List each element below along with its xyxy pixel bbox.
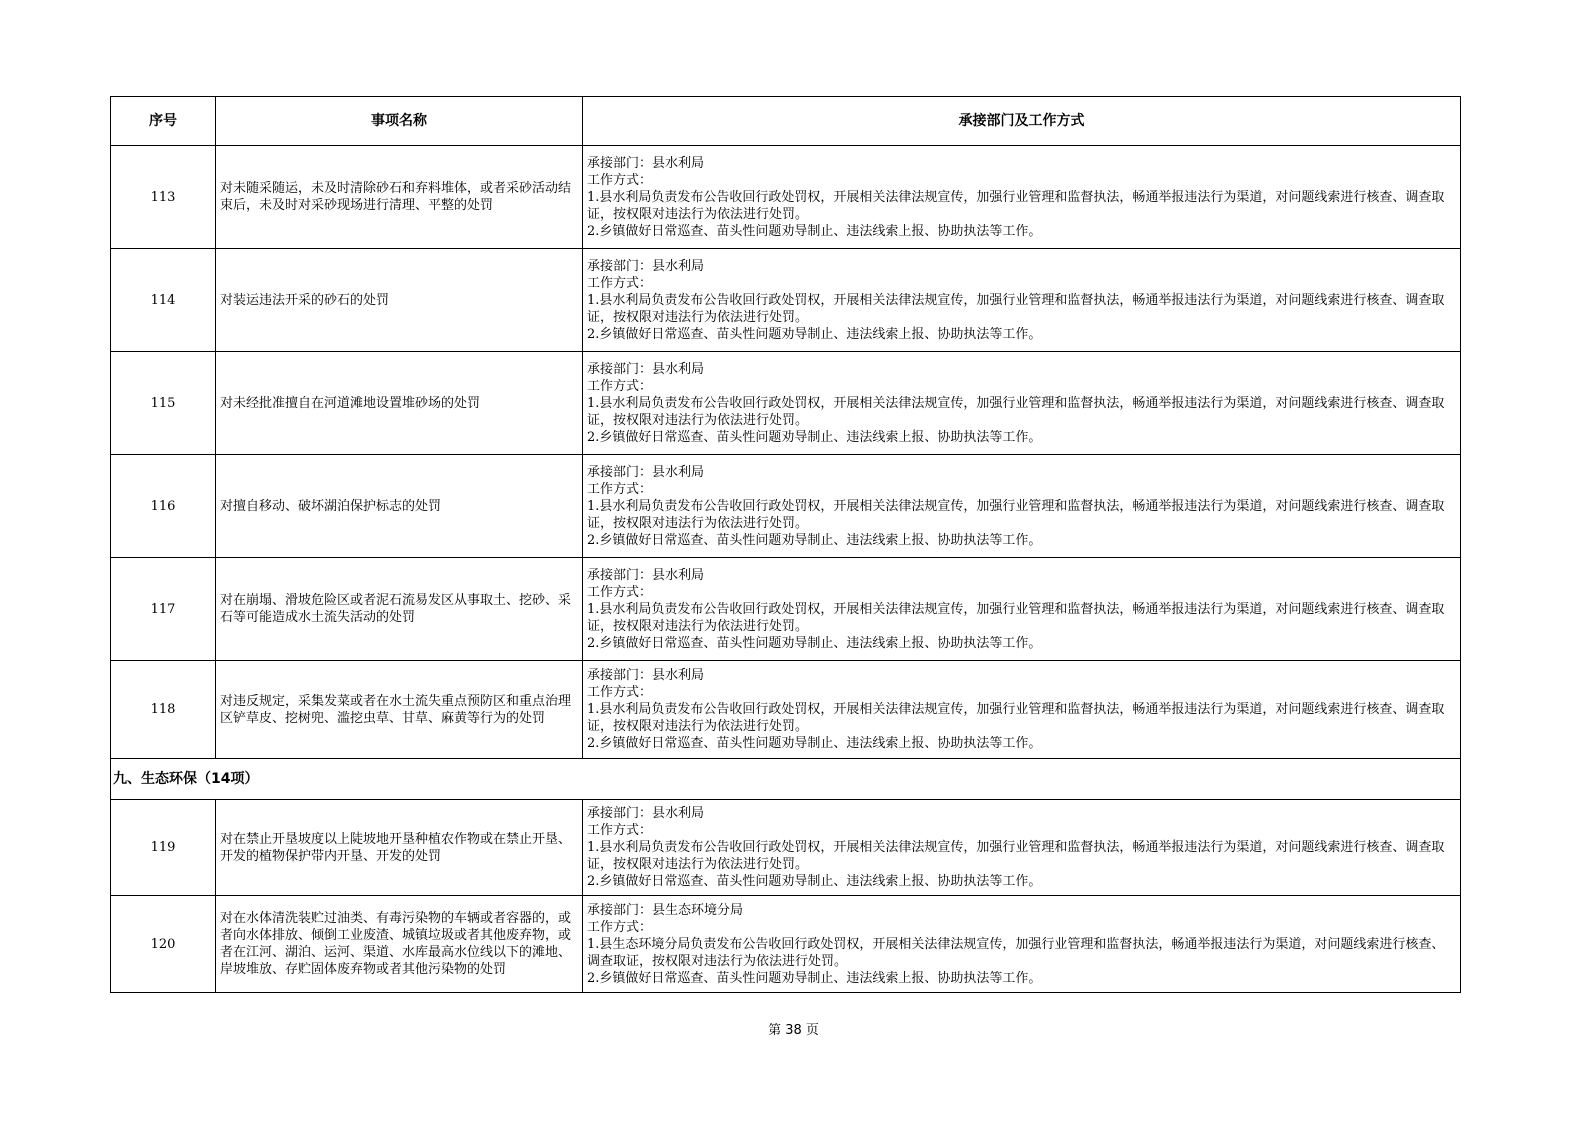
header-serial-number: 序号 bbox=[111, 97, 216, 146]
row-item-name: 对在禁止开垦坡度以上陡坡地开垦种植农作物或在禁止开垦、开发的植物保护带内开垦、开发的处罚 bbox=[216, 800, 583, 896]
table-row bbox=[111, 800, 1461, 896]
row-department-method: 承接部门：县水利局 工作方式： 1.县水利局负责发布公告收回行政处罚权，开展相关法律法规宣传，加强行业管理和监督执法，畅通举报违法行为渠道，对问题线索进行核查、调查取证，按权限对违法行为依法进行处罚。 2.乡镇做好日常巡查、苗头性问题劝导制止、违法线索上报、协助执法等工作。 bbox=[583, 146, 1461, 249]
table-row bbox=[111, 146, 1461, 249]
table-row bbox=[111, 352, 1461, 455]
row-department-method: 承接部门：县水利局 工作方式： 1.县水利局负责发布公告收回行政处罚权，开展相关法律法规宣传，加强行业管理和监督执法，畅通举报违法行为渠道，对问题线索进行核查、调查取证，按权限对违法行为依法进行处罚。 2.乡镇做好日常巡查、苗头性问题劝导制止、违法线索上报、协助执法等工作。 bbox=[583, 558, 1461, 661]
table-row bbox=[111, 249, 1461, 352]
row-item-name: 对在水体清洗装贮过油类、有毒污染物的车辆或者容器的，或者向水体排放、倾倒工业废渣、城镇垃圾或者其他废弃物，或者在江河、湖泊、运河、渠道、水库最高水位线以下的滩地、岸坡堆放、存贮固体废弃物或者其他污染物的处罚 bbox=[216, 896, 583, 993]
row-item-name: 对装运违法开采的砂石的处罚 bbox=[216, 249, 583, 352]
row-serial-number: 116 bbox=[111, 455, 216, 558]
row-department-method: 承接部门：县水利局 工作方式： 1.县水利局负责发布公告收回行政处罚权，开展相关法律法规宣传，加强行业管理和监督执法，畅通举报违法行为渠道，对问题线索进行核查、调查取证，按权限对违法行为依法进行处罚。 2.乡镇做好日常巡查、苗头性问题劝导制止、违法线索上报、协助执法等工作。 bbox=[583, 455, 1461, 558]
row-serial-number: 118 bbox=[111, 661, 216, 759]
section-heading: 九、生态环保（14项） bbox=[111, 759, 1461, 800]
header-department-method: 承接部门及工作方式 bbox=[583, 97, 1461, 146]
row-item-name: 对违反规定，采集发菜或者在水土流失重点预防区和重点治理区铲草皮、挖树兜、滥挖虫草、甘草、麻黄等行为的处罚 bbox=[216, 661, 583, 759]
row-serial-number: 119 bbox=[111, 800, 216, 896]
row-serial-number: 120 bbox=[111, 896, 216, 993]
table-row bbox=[111, 896, 1461, 993]
row-item-name: 对在崩塌、滑坡危险区或者泥石流易发区从事取土、挖砂、采石等可能造成水土流失活动的处罚 bbox=[216, 558, 583, 661]
row-department-method: 承接部门：县水利局 工作方式： 1.县水利局负责发布公告收回行政处罚权，开展相关法律法规宣传，加强行业管理和监督执法，畅通举报违法行为渠道，对问题线索进行核查、调查取证，按权限对违法行为依法进行处罚。 2.乡镇做好日常巡查、苗头性问题劝导制止、违法线索上报、协助执法等工作。 bbox=[583, 800, 1461, 896]
row-serial-number: 115 bbox=[111, 352, 216, 455]
header-item-name: 事项名称 bbox=[216, 97, 583, 146]
row-item-name: 对未随采随运，未及时清除砂石和弃料堆体，或者采砂活动结束后，未及时对采砂现场进行清理、平整的处罚 bbox=[216, 146, 583, 249]
enforcement-items-table bbox=[110, 96, 1461, 993]
row-department-method: 承接部门：县生态环境分局 工作方式： 1.县生态环境分局负责发布公告收回行政处罚权，开展相关法律法规宣传，加强行业管理和监督执法，畅通举报违法行为渠道，对问题线索进行核查、调查取证，按权限对违法行为依法进行处罚。 2.乡镇做好日常巡查、苗头性问题劝导制止、违法线索上报、协助执法等工作。 bbox=[583, 896, 1461, 993]
row-serial-number: 117 bbox=[111, 558, 216, 661]
row-item-name: 对未经批准擅自在河道滩地设置堆砂场的处罚 bbox=[216, 352, 583, 455]
table-row bbox=[111, 661, 1461, 759]
page-number: 第 38 页 bbox=[768, 1023, 819, 1038]
table-row bbox=[111, 558, 1461, 661]
table-row bbox=[111, 455, 1461, 558]
row-department-method: 承接部门：县水利局 工作方式： 1.县水利局负责发布公告收回行政处罚权，开展相关法律法规宣传，加强行业管理和监督执法，畅通举报违法行为渠道，对问题线索进行核查、调查取证，按权限对违法行为依法进行处罚。 2.乡镇做好日常巡查、苗头性问题劝导制止、违法线索上报、协助执法等工作。 bbox=[583, 352, 1461, 455]
section-row bbox=[111, 759, 1461, 800]
row-serial-number: 114 bbox=[111, 249, 216, 352]
row-item-name: 对擅自移动、破坏湖泊保护标志的处罚 bbox=[216, 455, 583, 558]
row-department-method: 承接部门：县水利局 工作方式： 1.县水利局负责发布公告收回行政处罚权，开展相关法律法规宣传，加强行业管理和监督执法，畅通举报违法行为渠道，对问题线索进行核查、调查取证，按权限对违法行为依法进行处罚。 2.乡镇做好日常巡查、苗头性问题劝导制止、违法线索上报、协助执法等工作。 bbox=[583, 249, 1461, 352]
row-serial-number: 113 bbox=[111, 146, 216, 249]
table-header-row bbox=[111, 97, 1461, 146]
row-department-method: 承接部门：县水利局 工作方式： 1.县水利局负责发布公告收回行政处罚权，开展相关法律法规宣传，加强行业管理和监督执法，畅通举报违法行为渠道，对问题线索进行核查、调查取证，按权限对违法行为依法进行处罚。 2.乡镇做好日常巡查、苗头性问题劝导制止、违法线索上报、协助执法等工作。 bbox=[583, 661, 1461, 759]
